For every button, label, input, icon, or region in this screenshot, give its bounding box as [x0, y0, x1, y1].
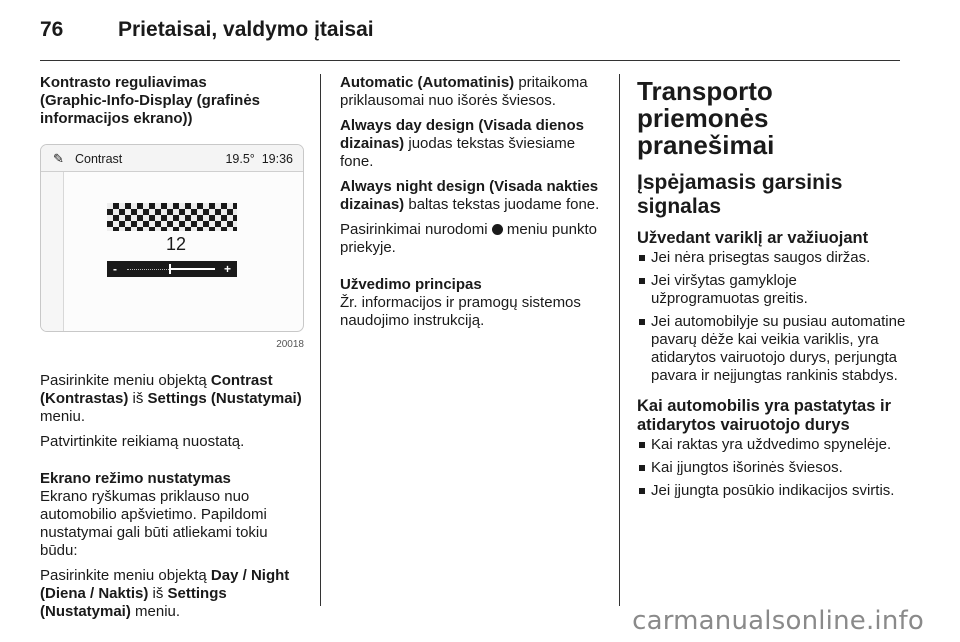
paragraph-brightness: Ekrano ryškumas priklauso nuo automobilio apšvietimo. Papildomi nustatymai gali būti atliekami tokiu būdu:	[40, 488, 268, 559]
section-heading-display-mode: Ekrano režimo nustatymas	[40, 470, 231, 487]
slider-fill	[169, 268, 215, 270]
column-3	[637, 74, 909, 512]
column-divider-1	[320, 74, 321, 606]
display-temp-time: 19.5° 19:36	[225, 152, 293, 166]
figure-number: 20018	[276, 339, 304, 350]
paragraph-select-day-night: Pasirinkite meniu objektą Day / Night (Diena / Naktis) iš Settings (Nustatymai) meniu.	[40, 567, 290, 620]
list-item: Kai įjungtos išorinės šviesos.	[637, 459, 909, 477]
minus-icon: -	[113, 262, 117, 276]
page-title: Prietaisai, valdymo įtaisai	[118, 18, 374, 41]
option-automatic: Automatic (Automatinis) pritaikoma priklausomai nuo išorės šviesos.	[340, 74, 588, 109]
settings-wrench-icon: ✎	[53, 151, 64, 166]
section-heading-warning-chime: Įspėjamasis garsinis signalas	[637, 171, 843, 218]
section-heading-start-principle: Užvedimo principas	[340, 276, 482, 293]
paragraph-confirm: Patvirtinkite reikiamą nuostatą.	[40, 433, 245, 450]
chapter-heading: Transporto priemonės pranešimai	[637, 76, 775, 160]
subheading-starting: Užvedant variklį ar važiuojant	[637, 229, 869, 247]
paragraph-select-contrast: Pasirinkite meniu objektą Contrast (Kontrastas) iš Settings (Nustatymai) meniu.	[40, 372, 302, 425]
contrast-slider	[107, 261, 237, 277]
column-divider-2	[619, 74, 620, 606]
paragraph-infotainment-ref: Žr. informacijos ir pramogų sistemos naudojimo instrukciją.	[340, 294, 581, 329]
column-1	[40, 74, 306, 628]
display-menu-title: Contrast	[75, 152, 123, 166]
paragraph-selection-marker: Pasirinkimai nurodomi meniu punkto priekyje.	[340, 221, 597, 256]
list-starting	[637, 249, 909, 385]
contrast-value: 12	[165, 234, 187, 254]
list-item: Jei nėra prisegtas saugos diržas.	[637, 249, 909, 267]
filled-dot-icon	[492, 224, 503, 235]
plus-icon: +	[223, 262, 231, 276]
display-status-bar	[41, 145, 303, 172]
subheading-parked: Kai automobilis yra pastatytas ir atidarytos vairuotojo durys	[637, 397, 892, 434]
column-2	[340, 74, 606, 337]
display-side-panel	[41, 172, 64, 331]
option-day-design: Always day design (Visada dienos dizainas) juodas tekstas šviesiame fone.	[340, 117, 584, 170]
display-screen	[40, 144, 304, 332]
list-parked	[637, 436, 909, 500]
section-heading-contrast: Kontrasto reguliavimas (Graphic-Info-Display (grafinės informacijos ekrano))	[40, 74, 261, 127]
slider-knob	[169, 264, 171, 274]
contrast-test-pattern	[107, 203, 237, 231]
page-header	[40, 18, 900, 50]
page-number: 76	[40, 18, 64, 41]
list-item: Jei viršytas gamykloje užprogramuotas greitis.	[637, 272, 909, 308]
option-night-design: Always night design (Visada nakties dizainas) baltas tekstas juodame fone.	[340, 178, 600, 213]
watermark-text: carmanualsonline.info	[632, 606, 924, 636]
list-item: Jei automobilyje su pusiau automatine pavarų dėže kai veikia variklis, yra atidarytos vairuotojo durys, perjungta pavara ir neįjungtas rankinis stabdys.	[637, 313, 909, 385]
list-item: Jei įjungta posūkio indikacijos svirtis.	[637, 482, 909, 500]
contrast-display-figure	[40, 140, 306, 360]
list-item: Kai raktas yra uždvedimo spynelėje.	[637, 436, 909, 454]
header-rule	[40, 60, 900, 61]
